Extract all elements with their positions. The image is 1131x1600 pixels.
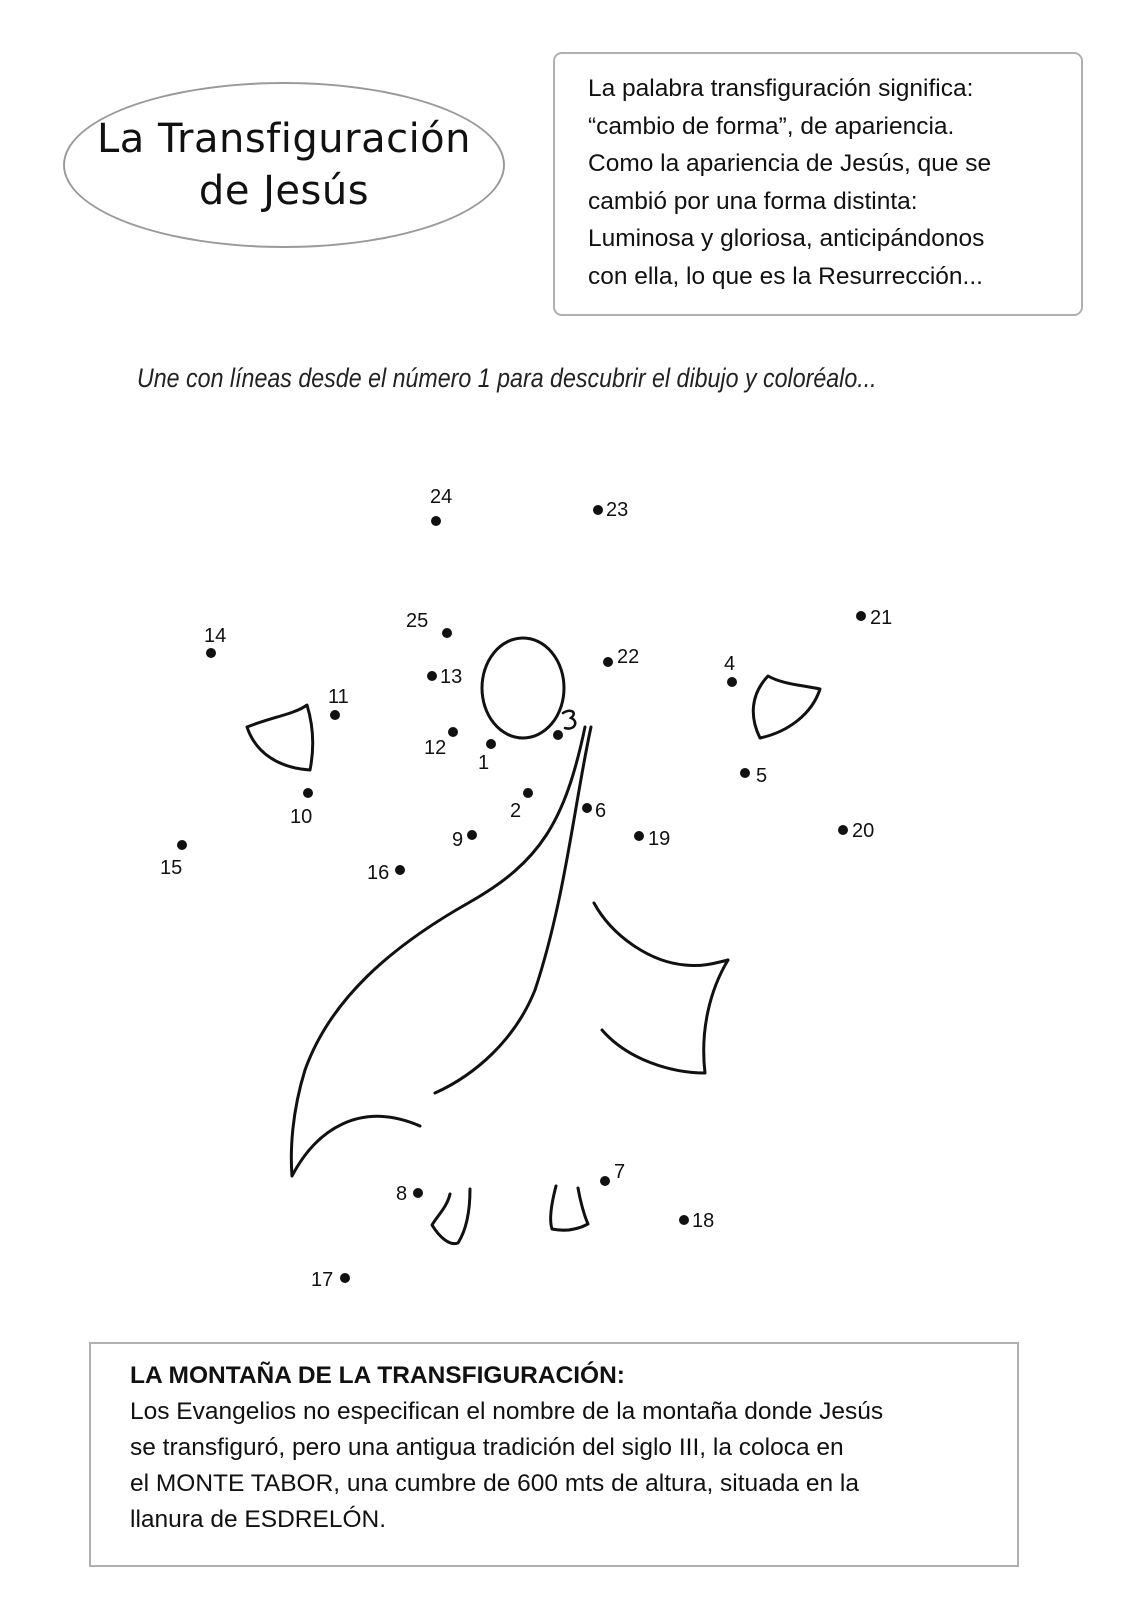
dot-point-21[interactable]	[856, 607, 892, 629]
info-title: LA MONTAÑA DE LA TRANSFIGURACIÓN:	[130, 1362, 625, 1389]
dot-marker[interactable]	[740, 768, 750, 778]
dot-marker[interactable]	[486, 739, 496, 749]
dot-label: 20	[852, 820, 875, 842]
dot-point-23[interactable]	[593, 499, 628, 521]
dot-point-13[interactable]	[427, 666, 462, 688]
dot-marker[interactable]	[593, 505, 603, 515]
dot-marker[interactable]	[330, 710, 340, 720]
dot-point-8[interactable]	[396, 1183, 423, 1205]
dot-marker[interactable]	[523, 788, 533, 798]
page-title-line-2: de Jesús	[198, 168, 370, 214]
dot-marker[interactable]	[340, 1273, 350, 1283]
info-line: se transfiguró, pero una antigua tradición del siglo III, la coloca en	[130, 1434, 844, 1461]
dot-label: 12	[424, 737, 447, 759]
dot-point-25[interactable]	[406, 610, 452, 638]
dot-label: 16	[367, 862, 390, 884]
dot-label: 15	[160, 857, 183, 879]
dot-point-24[interactable]	[430, 486, 452, 526]
dot-label: 14	[204, 625, 227, 647]
dot-marker[interactable]	[442, 628, 452, 638]
dot-marker[interactable]	[303, 788, 313, 798]
dot-label: 6	[595, 800, 607, 822]
dot-label: 21	[870, 607, 893, 629]
dot-marker[interactable]	[856, 611, 866, 621]
dot-point-14[interactable]	[204, 625, 226, 658]
dot-marker[interactable]	[206, 648, 216, 658]
dot-marker[interactable]	[467, 830, 477, 840]
dot-point-17[interactable]	[311, 1269, 350, 1291]
dot-label: 5	[756, 765, 768, 787]
dot-label: 18	[692, 1210, 715, 1232]
dot-point-15[interactable]	[160, 840, 187, 879]
drawing-right-robe-top	[594, 903, 728, 966]
dot-label: 19	[648, 828, 671, 850]
dot-label: 9	[452, 829, 464, 851]
dot-marker[interactable]	[600, 1176, 610, 1186]
dot-label-handwritten	[563, 711, 575, 729]
dot-label: 22	[617, 646, 640, 668]
dot-point-20[interactable]	[838, 820, 874, 842]
definition-line: “cambio de forma”, de apariencia.	[588, 112, 955, 140]
dot-label: 17	[311, 1269, 334, 1291]
dot-label: 2	[510, 800, 522, 822]
dot-marker[interactable]	[448, 727, 458, 737]
dot-point-19[interactable]	[634, 828, 670, 850]
dot-point-7[interactable]	[600, 1161, 625, 1186]
info-line: Los Evangelios no especifican el nombre de la montaña donde Jesús	[130, 1398, 884, 1425]
dots-layer	[160, 486, 892, 1291]
dot-point-4[interactable]	[724, 653, 737, 687]
drawing-head-outline	[482, 638, 564, 738]
drawing-right-robe-side	[602, 960, 728, 1073]
dot-marker[interactable]	[634, 831, 644, 841]
dot-marker[interactable]	[582, 803, 592, 813]
drawing-right-foot	[551, 1186, 588, 1230]
dot-marker[interactable]	[413, 1188, 423, 1198]
dot-marker[interactable]	[395, 865, 405, 875]
dot-label: 23	[606, 499, 629, 521]
definition-line: La palabra transfiguración significa:	[588, 75, 974, 102]
drawing-left-foot	[432, 1189, 470, 1244]
dot-point-9[interactable]	[452, 829, 477, 851]
dot-label: 24	[430, 486, 453, 508]
dot-point-11[interactable]	[328, 686, 349, 720]
dot-marker[interactable]	[603, 657, 613, 667]
dot-marker[interactable]	[553, 730, 563, 740]
page-title-line-1: La Transfiguración	[96, 116, 472, 162]
dot-label: 10	[290, 806, 313, 828]
dot-point-16[interactable]	[367, 862, 405, 884]
drawing-left-robe	[291, 727, 585, 1176]
dot-marker[interactable]	[427, 671, 437, 681]
info-box	[89, 1342, 1019, 1567]
definition-line: con ella, lo que es la Resurrección...	[588, 262, 983, 290]
partial-drawing	[247, 638, 820, 1244]
dot-label: 13	[440, 666, 463, 688]
definition-line: Como la apariencia de Jesús, que se	[588, 150, 992, 177]
dot-marker[interactable]	[431, 516, 441, 526]
dot-label: 7	[614, 1161, 626, 1183]
definition-line: cambió por una forma distinta:	[588, 187, 918, 215]
definition-line: Luminosa y gloriosa, anticipándonos	[588, 225, 985, 252]
dot-label: 4	[724, 653, 736, 675]
dot-marker[interactable]	[679, 1215, 689, 1225]
dot-marker[interactable]	[838, 825, 848, 835]
drawing-left-wing	[247, 705, 313, 770]
dot-point-1[interactable]	[478, 739, 496, 774]
dot-point-10[interactable]	[290, 788, 313, 828]
dot-label: 1	[478, 752, 490, 774]
dot-label: 11	[328, 686, 349, 708]
dot-point-18[interactable]	[679, 1210, 714, 1232]
info-line: llanura de ESDRELÓN.	[130, 1506, 387, 1533]
dot-marker[interactable]	[727, 677, 737, 687]
dot-point-6[interactable]	[582, 800, 606, 822]
info-line: el MONTE TABOR, una cumbre de 600 mts de altura, situada en la	[130, 1470, 859, 1497]
dot-label: 8	[396, 1183, 408, 1205]
dot-label: 25	[406, 610, 429, 632]
instruction-text: Une con líneas desde el número 1 para descubrir el dibujo y coloréalo...	[137, 363, 877, 393]
drawing-right-wing	[753, 676, 820, 738]
dot-point-22[interactable]	[603, 646, 639, 668]
dot-marker[interactable]	[177, 840, 187, 850]
dot-point-2[interactable]	[510, 788, 533, 822]
dot-point-12[interactable]	[424, 727, 458, 759]
dot-point-5[interactable]	[740, 765, 767, 787]
